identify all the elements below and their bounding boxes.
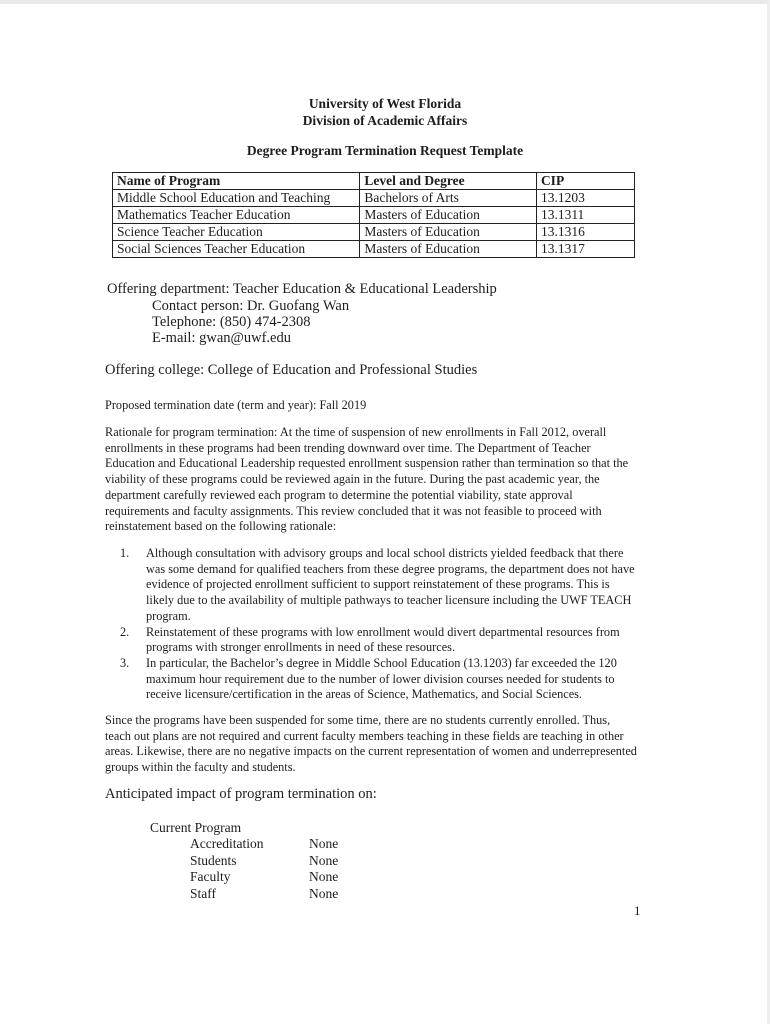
column-header-cip: CIP [536,173,634,190]
list-item-number: 2. [120,624,130,639]
program-cip: 13.1203 [536,190,634,207]
program-name: Mathematics Teacher Education [113,207,360,224]
list-item-line: likely due to the availability of multiple pathways to teacher licensure including the UWF TEACH [146,593,632,608]
list-item-line: maximum hour requirement due to the number of lower division courses needed for students to [146,671,615,686]
impact-row [190,836,390,853]
program-cip: 13.1311 [536,207,634,224]
rationale-line: reinstatement based on the following rationale: [105,519,337,534]
closing-paragraph [105,713,665,776]
document-title: Degree Program Termination Request Template [246,143,524,158]
list-item-line: was some demand for qualified teachers from these degree programs, the department does not have [146,561,635,576]
column-header-level: Level and Degree [360,173,537,190]
closing-line: Since the programs have been suspended for some time, there are no students currently enrolled. Thus, [105,713,611,727]
program-degree: Bachelors of Arts [360,190,537,207]
telephone: Telephone: (850) 474-2308 [152,314,311,330]
impact-value: None [309,852,339,868]
list-item-number: 3. [120,655,130,670]
program-name: Middle School Education and Teaching [113,190,360,207]
table-row [113,190,635,207]
program-degree: Masters of Education [360,207,537,224]
rationale-list [120,546,665,703]
impact-value: None [309,836,339,851]
column-header-name: Name of Program [113,173,360,190]
list-item-line: program. [146,608,191,623]
program-cip: 13.1317 [536,241,634,258]
rationale-line: department carefully reviewed each program to determine the potential viability, state approval [105,487,573,502]
rationale-paragraph [105,425,665,535]
impact-subheading: Current Program [150,820,242,835]
impact-label: Accreditation [190,836,264,851]
list-item-number: 1. [120,546,130,560]
closing-line: areas. Likewise, there are no negative impacts on the current representation of women and underrepresented [105,744,637,759]
program-degree: Masters of Education [360,224,537,241]
program-degree: Masters of Education [360,241,537,258]
program-cip: 13.1316 [536,224,634,241]
contact-person: Contact person: Dr. Guofang Wan [152,298,350,314]
rationale-line: requirements and faculty assignments. This review concluded that it was not feasible to proceed with [105,503,602,518]
rationale-line: Education and Educational Leadership requested enrollment suspension rather than termination so that the [105,456,629,471]
list-item [120,625,665,656]
impact-row [190,853,390,870]
offering-college: Offering college: College of Education and Professional Studies [105,362,478,378]
closing-line: teach out plans are not required and current faculty members teaching in these fields are teaching in other [105,728,624,743]
program-name: Science Teacher Education [113,224,360,241]
impact-value: None [309,885,339,901]
table-header-row [113,173,635,190]
list-item-line: evidence of projected enrollment sufficient to support reinstatement of these programs. This is [146,577,610,592]
list-item-line: Reinstatement of these programs with low enrollment would divert departmental resources from [146,624,620,639]
rationale-line: Rationale for program termination: At the time of suspension of new enrollments in Fall 2012, overall [105,425,607,439]
rationale-line: enrollments in these programs had been trending downward over time. The Department of Teacher [105,440,591,455]
list-item-line: In particular, the Bachelor’s degree in Middle School Education (13.1203) far exceeded the 120 [146,655,617,670]
impact-row [190,886,390,903]
impact-label: Faculty [190,869,231,884]
impact-heading: Anticipated impact of program termination on: [105,786,377,802]
table-row [113,207,635,224]
list-item-line: Although consultation with advisory groups and local school districts yielded feedback that there [146,546,624,560]
list-item-line: programs with stronger enrollments in need of these resources. [146,640,456,655]
impact-list [190,836,390,902]
closing-line: groups within the faculty and students. [105,760,296,775]
list-item [120,656,665,703]
email: E-mail: gwan@uwf.edu [152,330,291,346]
impact-label: Staff [190,885,216,901]
impact-row [190,869,390,886]
table-row [113,241,635,258]
programs-table [112,172,635,258]
university-name: University of West Florida [308,96,462,111]
list-item-line: receive licensure/certification in the areas of Science, Mathematics, and Social Sciences. [146,687,583,702]
impact-label: Students [190,852,237,868]
impact-value: None [309,869,339,884]
scan-edge-top [0,0,770,4]
rationale-line: viability of these programs could be reviewed again in the future. During the past academic year, the [105,472,600,487]
program-name: Social Sciences Teacher Education [113,241,360,258]
offering-department: Offering department: Teacher Education & Educational Leadership [107,281,497,297]
page-number: 1 [634,903,641,918]
termination-date: Proposed termination date (term and year): Fall 2019 [105,398,367,412]
division-name: Division of Academic Affairs [302,113,468,128]
list-item [120,546,665,625]
table-row [113,224,635,241]
